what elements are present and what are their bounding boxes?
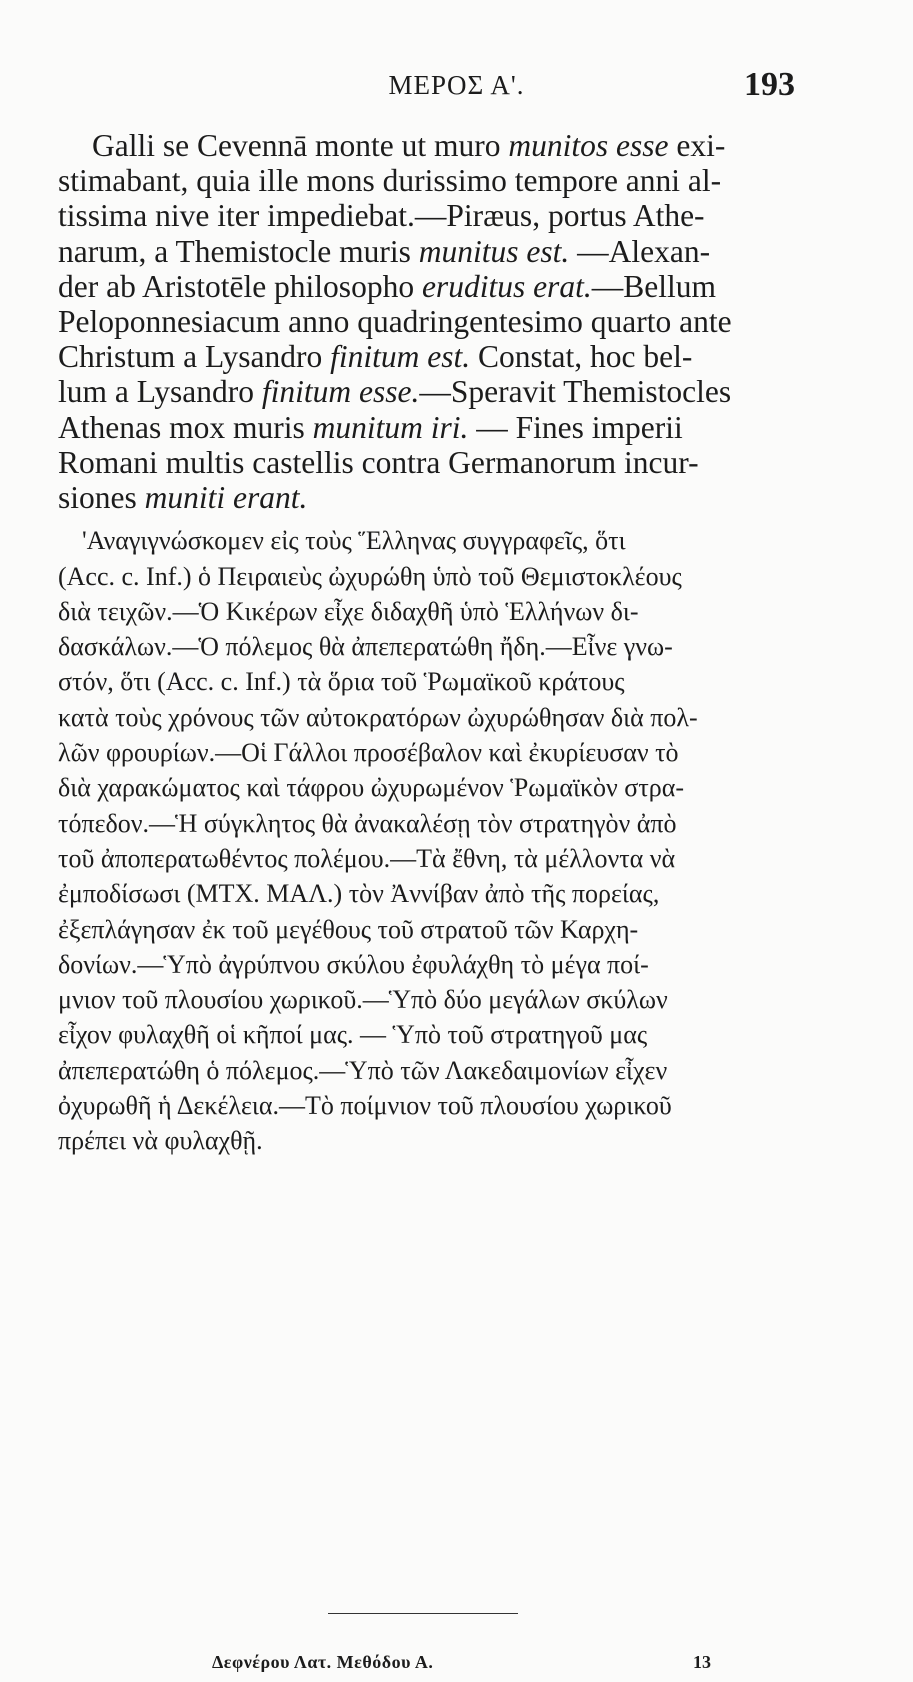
footer-book-title: Δεφνέρου Λατ. Μεθόδου Α. <box>212 1652 434 1672</box>
text-segment: Peloponnesiacum anno quadringentesimo quarto ante <box>58 304 732 340</box>
text-segment: — Fines imperii <box>468 409 683 445</box>
greek-line: ἐξεπλάγησαν ἐκ τοῦ μεγέθους τοῦ στρατοῦ τῶν Καρχη- <box>58 914 639 944</box>
greek-line: ἀπεπερατώθη ὁ πόλεμος.—Ὑπὸ τῶν Λακεδαιμονίων εἶχεν <box>58 1055 668 1085</box>
text-segment: —Speravit Themistocles <box>419 374 732 410</box>
latin-line <box>58 163 793 198</box>
latin-line <box>58 445 793 480</box>
greek-line: δασκάλων.—Ὁ πόλεμος θὰ ἀπεπερατώθη ἤδη.—Εἶνε γνω- <box>58 632 673 662</box>
greek-line: ἐμποδίσωσι (ΜΤΧ. ΜΑΛ.) τὸν Ἀννίβαν ἀπὸ τῆς πορείας, <box>58 879 660 909</box>
latin-examples-paragraph <box>58 128 793 515</box>
greek-line: τοῦ ἀποπερατωθέντος πολέμου.—Τὰ ἔθνη, τὰ μέλλοντα νὰ <box>58 843 676 873</box>
greek-line: διὰ τειχῶν.—Ὁ Κικέρων εἶχε διδαχθῆ ὑπὸ Ἑλλήνων δι- <box>58 596 639 626</box>
page-footer <box>0 1652 913 1682</box>
text-segment: Galli se Cevennā monte ut muro <box>92 128 509 163</box>
italic-example-phrase: finitum est. <box>330 339 471 375</box>
page-number: 193 <box>744 66 795 103</box>
text-segment: der ab Aristotēle philosopho <box>58 268 422 304</box>
greek-line: δονίων.—Ὑπὸ ἀγρύπνου σκύλου ἐφυλάχθη τὸ μέγα ποί- <box>58 949 649 979</box>
greek-line: τόπεδον.—Ἡ σύγκλητος θὰ ἀνακαλέσῃ τὸν στρατηγὸν ἀπὸ <box>58 808 677 838</box>
text-segment: narum, a Themistocle muris <box>58 233 419 269</box>
greek-line: 'Αναγιγνώσκομεν εἰς τοὺς Ἕλληνας συγγραφεῖς, ὅτι <box>82 526 626 556</box>
italic-example-phrase: eruditus erat. <box>421 268 592 304</box>
text-segment: Athenas mox muris <box>58 409 313 445</box>
italic-example-phrase: muniti erant. <box>144 480 308 516</box>
latin-line <box>58 198 793 233</box>
text-segment: Romani multis castellis contra Germanorum incur- <box>58 444 699 480</box>
text-segment: —Bellum <box>591 268 716 304</box>
text-segment: lum a Lysandro <box>58 374 262 410</box>
italic-example-phrase: munitus est. <box>418 233 570 269</box>
text-segment: Constat, hoc bel- <box>470 339 693 375</box>
greek-exercise-paragraph <box>58 523 793 1158</box>
greek-line: ὀχυρωθῆ ἡ Δεκέλεια.—Τὸ ποίμνιον τοῦ πλουσίου χωρικοῦ <box>58 1090 672 1120</box>
italic-example-phrase: munitum iri. <box>312 409 469 445</box>
latin-line <box>58 234 793 269</box>
latin-line <box>58 304 793 339</box>
latin-line <box>58 410 793 445</box>
italic-example-phrase: munitos esse <box>508 128 669 163</box>
latin-line <box>58 339 793 374</box>
italic-example-phrase: finitum esse. <box>261 374 420 410</box>
latin-line <box>58 374 793 409</box>
greek-line: (Acc. c. Inf.) ὁ Πειραιεὺς ὠχυρώθη ὑπὸ τοῦ Θεμιστοκλέους <box>58 561 682 591</box>
separator-rule <box>328 1613 518 1614</box>
latin-line <box>58 128 793 163</box>
greek-line: στόν, ὅτι (Acc. c. Inf.) τὰ ὅρια τοῦ Ῥωμαϊκοῦ κράτους <box>58 667 625 697</box>
latin-line <box>58 480 793 515</box>
latin-line <box>58 269 793 304</box>
footer-signature-number: 13 <box>693 1652 711 1672</box>
text-segment: Christum a Lysandro <box>58 339 331 375</box>
greek-line: διὰ χαρακώματος καὶ τάφρου ὠχυρωμένον Ῥωμαϊκὸν στρα- <box>58 773 685 803</box>
text-segment: —Alexan- <box>569 233 711 269</box>
text-segment: stimabant, quia ille mons durissimo tempore anni al- <box>58 163 722 199</box>
text-segment: exi- <box>668 128 726 163</box>
greek-line: πρέπει νὰ φυλαχθῇ. <box>58 1126 263 1156</box>
running-head: ΜΕΡΟΣ Α'. <box>388 70 525 100</box>
greek-line: μνιον τοῦ πλουσίου χωρικοῦ.—Ὑπὸ δύο μεγάλων σκύλων <box>58 985 668 1015</box>
text-segment: siones <box>58 480 145 516</box>
greek-line: εἶχον φυλαχθῆ οἱ κῆποί μας. — Ὑπὸ τοῦ στρατηγοῦ μας <box>58 1020 648 1050</box>
greek-line: κατὰ τοὺς χρόνους τῶν αὐτοκρατόρων ὠχυρώθησαν διὰ πολ- <box>58 702 698 732</box>
text-segment: tissima nive iter impediebat.—Piræus, portus Athe- <box>58 198 705 234</box>
text-block <box>58 128 793 1159</box>
greek-line: λῶν φρουρίων.—Οἱ Γάλλοι προσέβαλον καὶ ἐκυρίευσαν τὸ <box>58 738 679 768</box>
page-header <box>0 66 913 110</box>
